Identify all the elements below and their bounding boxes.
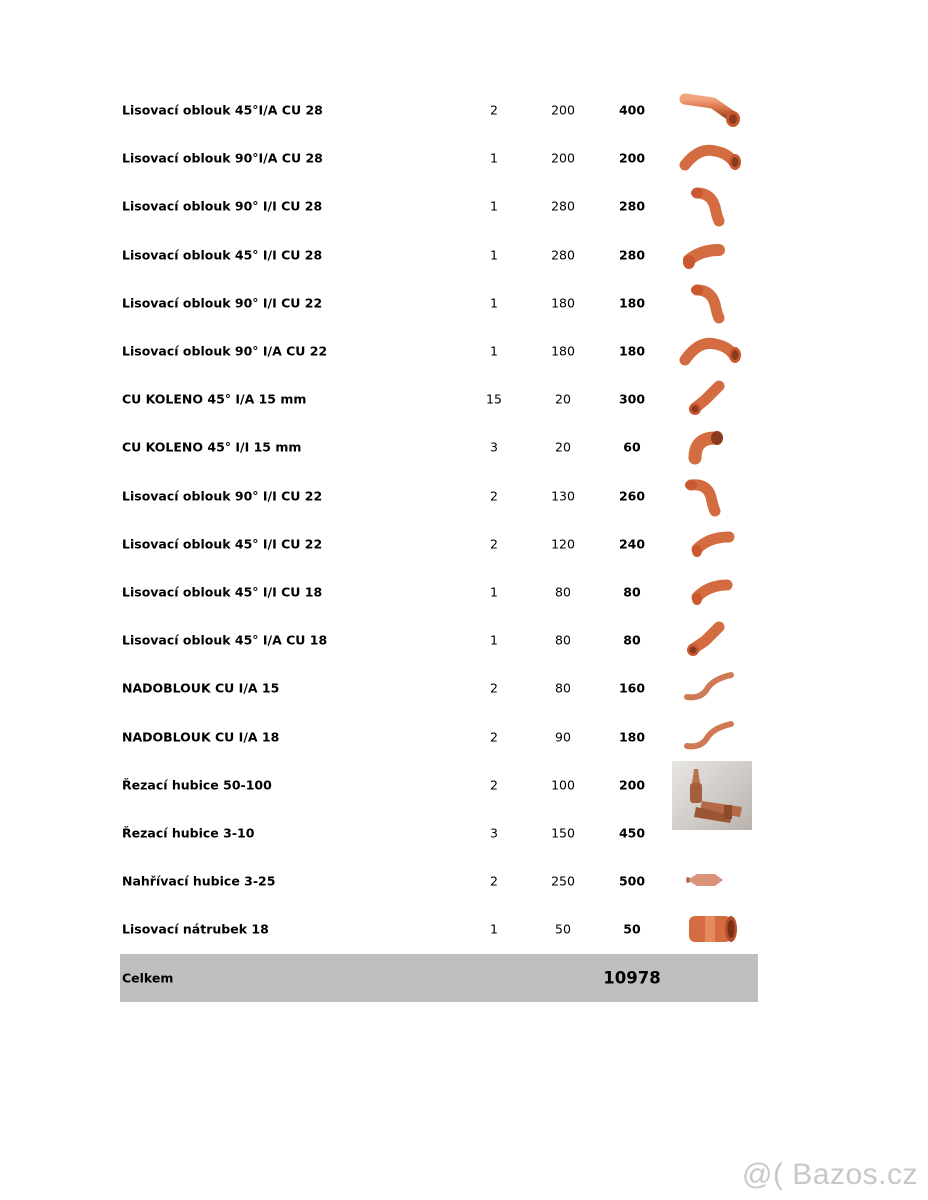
item-total: 200 [618, 150, 646, 166]
item-qty: 1 [490, 198, 498, 214]
heating-nozzle-icon [675, 860, 747, 902]
item-qty: 2 [490, 729, 498, 745]
item-total: 80 [623, 632, 641, 648]
item-total: 200 [618, 777, 646, 793]
item-name: Lisovací oblouk 45°I/A CU 28 [122, 102, 323, 118]
item-price: 280 [551, 247, 575, 263]
item-qty: 1 [490, 632, 498, 648]
elbow-90-icon [675, 330, 747, 372]
elbow-90-icon [675, 282, 747, 324]
elbow-45-icon [675, 89, 747, 131]
item-name: NADOBLOUK CU I/A 18 [122, 729, 280, 745]
price-table [120, 86, 758, 953]
table-row [120, 905, 758, 953]
item-price: 90 [555, 729, 571, 745]
item-qty: 1 [490, 921, 498, 937]
item-price: 200 [551, 102, 575, 118]
item-total: 400 [618, 102, 646, 118]
item-price: 50 [555, 921, 571, 937]
item-total: 280 [618, 247, 646, 263]
table-row [120, 568, 758, 616]
item-price: 250 [551, 873, 575, 889]
elbow-90-icon [675, 185, 747, 227]
item-total: 160 [618, 680, 646, 696]
table-row [120, 182, 758, 230]
elbow-45-icon [675, 378, 747, 420]
item-name: Lisovací oblouk 45° I/I CU 18 [122, 584, 323, 600]
item-total: 500 [618, 873, 646, 889]
total-row [120, 954, 758, 1002]
item-total: 280 [618, 198, 646, 214]
table-row [120, 520, 758, 568]
item-total: 180 [618, 729, 646, 745]
elbow-45-icon [675, 523, 747, 565]
total-sum: 10978 [603, 968, 661, 988]
item-name: Lisovací oblouk 45° I/I CU 28 [122, 247, 323, 263]
item-qty: 2 [490, 777, 498, 793]
item-total: 50 [623, 921, 641, 937]
item-total: 240 [618, 536, 646, 552]
item-name: Nahřívací hubice 3-25 [122, 873, 276, 889]
bazos-watermark: @( Bazos.cz [742, 1158, 918, 1191]
item-qty: 2 [490, 680, 498, 696]
table-row [120, 809, 758, 857]
item-price: 120 [551, 536, 575, 552]
item-price: 100 [551, 777, 575, 793]
item-name: Lisovací oblouk 90° I/A CU 22 [122, 343, 328, 359]
item-total: 180 [618, 343, 646, 359]
item-qty: 2 [490, 536, 498, 552]
item-name: Lisovací oblouk 90° I/I CU 28 [122, 198, 323, 214]
table-row [120, 327, 758, 375]
item-qty: 1 [490, 343, 498, 359]
elbow-90-icon [675, 137, 747, 179]
item-name: Lisovací nátrubek 18 [122, 921, 269, 937]
item-name: CU KOLENO 45° I/I 15 mm [122, 439, 302, 455]
item-name: Lisovací oblouk 45° I/A CU 18 [122, 632, 328, 648]
table-row [120, 423, 758, 471]
table-row [120, 375, 758, 423]
table-row [120, 712, 758, 760]
total-label: Celkem [122, 970, 174, 986]
crossover-bend-icon [675, 716, 747, 758]
table-row [120, 279, 758, 327]
elbow-45-icon [675, 619, 747, 661]
item-qty: 2 [490, 102, 498, 118]
item-total: 80 [623, 584, 641, 600]
table-row [120, 231, 758, 279]
item-price: 80 [555, 680, 571, 696]
table-row [120, 86, 758, 134]
item-name: Lisovací oblouk 45° I/I CU 22 [122, 536, 323, 552]
elbow-45-icon [675, 571, 747, 613]
item-name: Lisovací oblouk 90°I/A CU 28 [122, 150, 323, 166]
item-qty: 3 [490, 439, 498, 455]
table-row [120, 857, 758, 905]
item-price: 200 [551, 150, 575, 166]
item-name: Řezací hubice 3-10 [122, 825, 255, 841]
item-name: Řezací hubice 50-100 [122, 777, 272, 793]
item-total: 450 [618, 825, 646, 841]
item-total: 260 [618, 488, 646, 504]
item-price: 80 [555, 584, 571, 600]
item-name: NADOBLOUK CU I/A 15 [122, 680, 280, 696]
item-price: 180 [551, 343, 575, 359]
elbow-45-icon [675, 234, 747, 276]
item-qty: 2 [490, 488, 498, 504]
item-price: 80 [555, 632, 571, 648]
item-total: 300 [618, 391, 646, 407]
crossover-bend-icon [675, 667, 747, 709]
table-row [120, 616, 758, 664]
table-row [120, 472, 758, 520]
item-qty: 1 [490, 295, 498, 311]
item-name: Lisovací oblouk 90° I/I CU 22 [122, 488, 323, 504]
item-price: 20 [555, 391, 571, 407]
table-row [120, 664, 758, 712]
item-price: 180 [551, 295, 575, 311]
elbow-90-icon [675, 426, 747, 468]
elbow-90-icon [675, 475, 747, 517]
item-qty: 1 [490, 247, 498, 263]
item-qty: 1 [490, 584, 498, 600]
item-price: 150 [551, 825, 575, 841]
item-price: 20 [555, 439, 571, 455]
item-price: 130 [551, 488, 575, 504]
item-name: Lisovací oblouk 90° I/I CU 22 [122, 295, 323, 311]
item-qty: 3 [490, 825, 498, 841]
table-row [120, 134, 758, 182]
coupling-icon [675, 908, 747, 950]
item-qty: 2 [490, 873, 498, 889]
item-qty: 1 [490, 150, 498, 166]
item-total: 180 [618, 295, 646, 311]
item-price: 280 [551, 198, 575, 214]
item-name: CU KOLENO 45° I/A 15 mm [122, 391, 307, 407]
table-row [120, 761, 758, 809]
item-qty: 15 [486, 391, 502, 407]
item-total: 60 [623, 439, 641, 455]
